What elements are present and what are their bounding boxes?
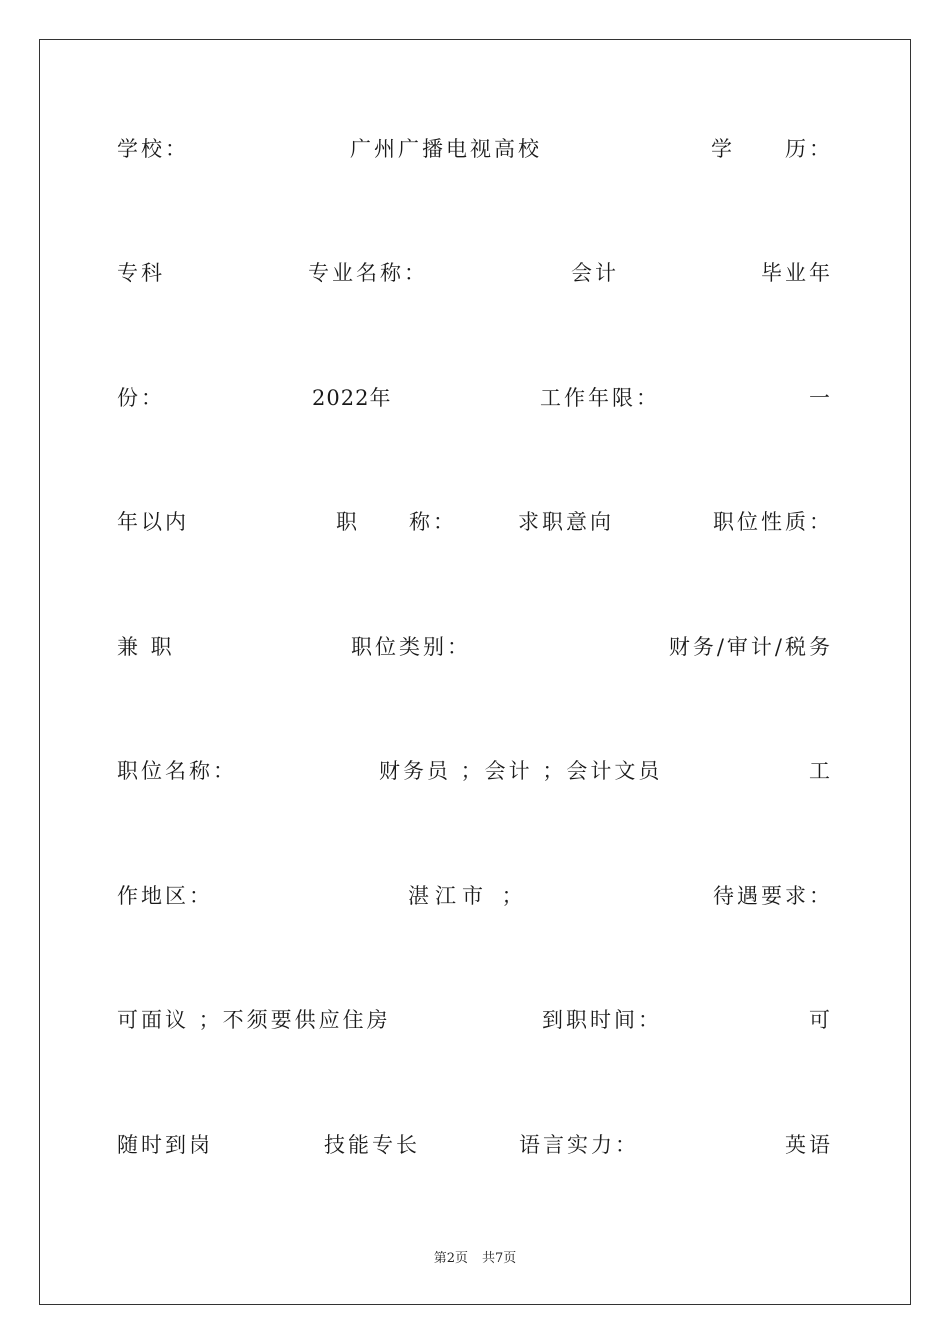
value-school: 广州广播电视高校 [350, 137, 542, 161]
doc-line-1 [117, 133, 833, 165]
value-work-years-part2: 年以内 [117, 510, 189, 534]
doc-line-3 [117, 382, 833, 414]
label-graduation-year-part2: 份： [117, 386, 165, 410]
value-education: 专科 [117, 261, 165, 285]
value-job-category: 财务/审计/税务 [668, 635, 833, 659]
label-education-part1: 学 [711, 137, 735, 161]
page-total: 共7页 [482, 1251, 517, 1266]
value-job-nature: 兼 职 [117, 635, 175, 659]
label-job-title: 职位名称： [117, 759, 237, 783]
doc-line-9 [117, 1129, 833, 1161]
doc-line-2 [117, 257, 833, 289]
label-start-date: 到职时间： [542, 1008, 662, 1032]
label-title-part2: 称： [409, 510, 457, 534]
section-skills: 技能专长 [324, 1133, 420, 1157]
label-job-category: 职位类别： [351, 635, 471, 659]
page-number: 第2页 [433, 1251, 468, 1266]
doc-line-8 [117, 1004, 833, 1036]
label-school: 学校： [117, 137, 189, 161]
value-start-date-part2: 随时到岗 [117, 1133, 213, 1157]
doc-line-5 [117, 631, 833, 663]
label-salary-requirement: 待遇要求： [713, 884, 833, 908]
value-major: 会计 [571, 261, 619, 285]
value-work-location: 湛江市 ； [408, 884, 529, 908]
value-language-ability: 英语 [785, 1133, 833, 1157]
label-work-location-part2: 作地区： [117, 884, 213, 908]
value-job-title: 财务员 ；会计 ；会计文员 [379, 759, 663, 783]
value-start-date-part1: 可 [809, 1008, 833, 1032]
value-graduation-year: 2022年 [312, 386, 392, 410]
label-title-part1: 职 [336, 510, 360, 534]
doc-line-6 [117, 755, 833, 787]
label-education-part2: 历： [785, 137, 833, 161]
doc-line-7 [117, 880, 833, 912]
label-graduation-year-part1: 毕业年 [761, 261, 833, 285]
label-language-ability: 语言实力： [519, 1133, 639, 1157]
value-salary-requirement: 可面议 ；不须要供应住房 [117, 1008, 391, 1032]
page-frame [39, 39, 911, 1305]
label-work-location-part1: 工 [809, 759, 833, 783]
page-footer [0, 1247, 950, 1266]
label-job-nature: 职位性质： [713, 510, 833, 534]
label-work-years: 工作年限： [540, 386, 660, 410]
section-job-intention: 求职意向 [518, 510, 614, 534]
value-work-years-part1: 一 [809, 386, 833, 410]
doc-line-4 [117, 506, 833, 538]
label-major: 专业名称： [308, 261, 428, 285]
